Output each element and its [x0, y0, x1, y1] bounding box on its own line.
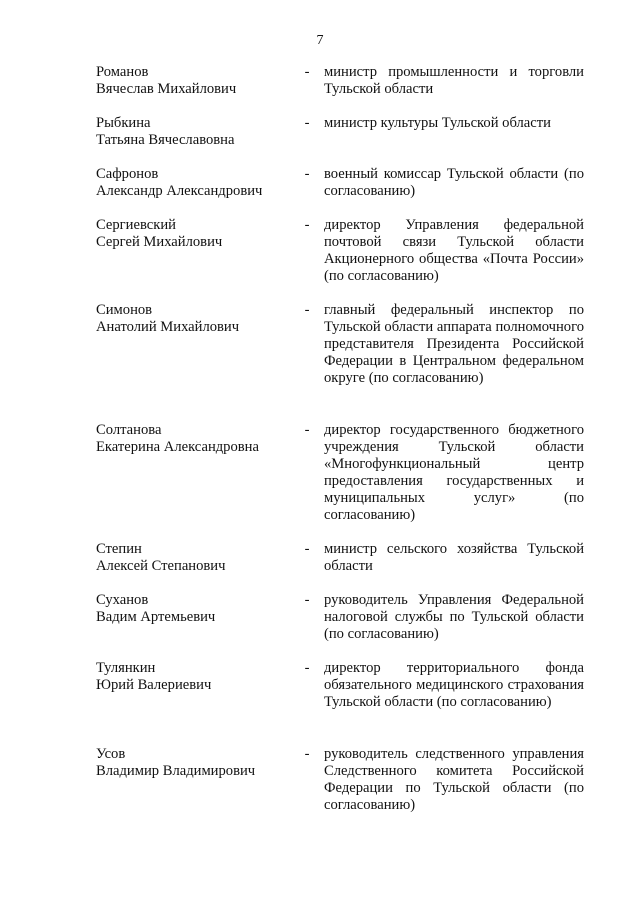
given-names: Татьяна Вячеславовна — [96, 132, 235, 148]
position-text: военный комиссар Тульской области (по согласованию) — [324, 166, 584, 199]
given-names: Анатолий Михайлович — [96, 319, 240, 335]
person-name — [96, 422, 296, 456]
given-names: Вадим Артемьевич — [96, 609, 216, 625]
surname: Романов — [96, 64, 149, 80]
person-name — [96, 64, 296, 98]
dash-separator: - — [304, 422, 310, 438]
person-name — [96, 660, 296, 694]
person-name — [96, 541, 296, 575]
surname: Симонов — [96, 302, 153, 318]
given-names: Юрий Валериевич — [96, 677, 212, 693]
page-number: 7 — [316, 33, 324, 48]
given-names: Алексей Степанович — [96, 558, 226, 574]
surname: Тулянкин — [96, 660, 156, 676]
person-name — [96, 166, 296, 200]
person-name — [96, 746, 296, 780]
surname: Солтанова — [96, 422, 162, 438]
dash-separator: - — [304, 302, 310, 318]
given-names: Александр Александрович — [96, 183, 263, 199]
surname: Сафронов — [96, 166, 159, 182]
surname: Рыбкина — [96, 115, 151, 131]
surname: Усов — [96, 746, 126, 762]
position-text: министр промышленности и торговли Тульской области — [324, 64, 584, 97]
dash-separator: - — [304, 64, 310, 80]
given-names: Владимир Владимирович — [96, 763, 256, 779]
dash-separator: - — [304, 660, 310, 676]
position-text: главный федеральный инспектор по Тульской области аппарата полномочного представителя Президента Российской Федерации в Центральном федеральном округе (по согласованию) — [324, 302, 584, 386]
person-name — [96, 115, 296, 149]
position-text: министр сельского хозяйства Тульской области — [324, 541, 584, 574]
dash-separator: - — [304, 115, 310, 131]
dash-separator: - — [304, 166, 310, 182]
dash-separator: - — [304, 217, 310, 233]
surname: Сергиевский — [96, 217, 176, 233]
person-name — [96, 302, 296, 336]
surname: Степин — [96, 541, 142, 557]
person-name — [96, 592, 296, 626]
position-text: руководитель следственного управления Следственного комитета Российской Федерации по Тульской области (по согласованию) — [324, 746, 584, 813]
person-name — [96, 217, 296, 251]
dash-separator: - — [304, 541, 310, 557]
given-names: Сергей Михайлович — [96, 234, 223, 250]
surname: Суханов — [96, 592, 149, 608]
position-text: руководитель Управления Федеральной налоговой службы по Тульской области (по согласованию) — [324, 592, 584, 642]
position-text: министр культуры Тульской области — [324, 115, 551, 131]
dash-separator: - — [304, 746, 310, 762]
position-text: директор территориального фонда обязательного медицинского страхования Тульской области (по согласованию) — [324, 660, 584, 710]
dash-separator: - — [304, 592, 310, 608]
position-text: директор государственного бюджетного учреждения Тульской области «Многофункциональный центр предоставления государственных и муниципальных услуг» (по согласованию) — [324, 422, 584, 523]
given-names: Вячеслав Михайлович — [96, 81, 237, 97]
position-text: директор Управления федеральной почтовой связи Тульской области Акционерного общества «Почта России» (по согласованию) — [324, 217, 584, 284]
given-names: Екатерина Александровна — [96, 439, 259, 455]
